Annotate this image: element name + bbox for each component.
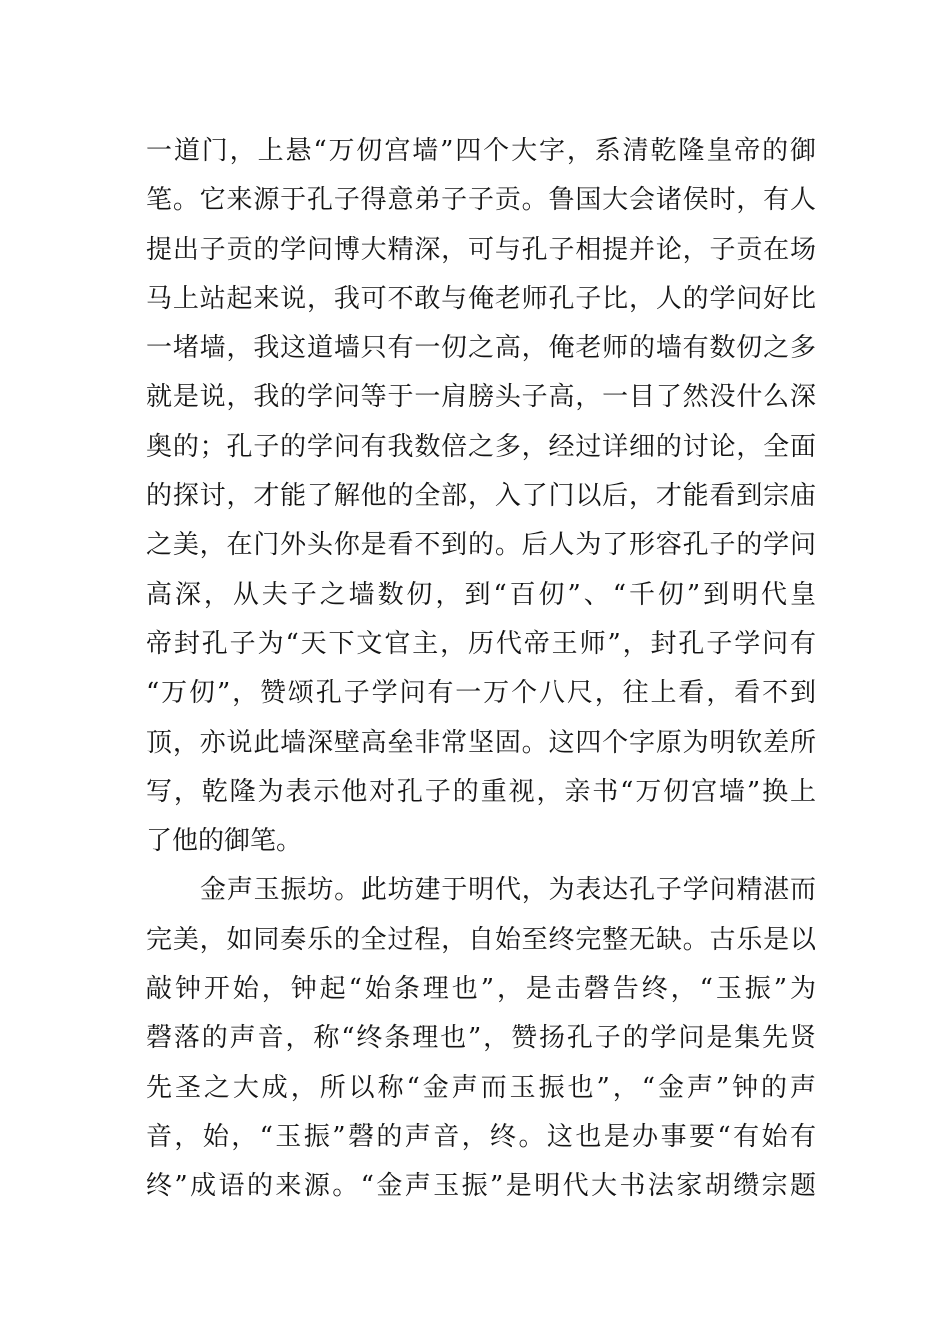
text-line: 顶，亦说此墙深壁高垒非常坚固。这四个字原为明钦差所 xyxy=(146,727,816,758)
text-line: 奥的；孔子的学问有我数倍之多，经过详细的讨论，全面 xyxy=(146,431,816,462)
document-body xyxy=(146,127,816,1212)
text-line: 提出子贡的学问博大精深，可与孔子相提并论，子贡在场 xyxy=(146,234,816,265)
text-line: 之美，在门外头你是看不到的。后人为了形容孔子的学问 xyxy=(146,530,816,561)
text-line: 先圣之大成，所以称“金声而玉振也”，“金声”钟的声 xyxy=(146,1072,816,1103)
paragraph-1 xyxy=(146,127,816,866)
text-line: 笔。它来源于孔子得意弟子子贡。鲁国大会诸侯时，有人 xyxy=(146,185,816,216)
text-line: 敲钟开始，钟起“始条理也”，是击磬告终，“玉振”为 xyxy=(146,974,816,1005)
text-line: 一堵墙，我这道墙只有一仞之高，俺老师的墙有数仞之多 xyxy=(146,333,816,364)
text-line: 金声玉振坊。此坊建于明代，为表达孔子学问精湛而 xyxy=(200,875,816,906)
text-line: 一道门，上悬“万仞宫墙”四个大字，系清乾隆皇帝的御 xyxy=(146,136,816,166)
text-line: “万仞”，赞颂孔子学问有一万个八尺，往上看，看不到 xyxy=(146,678,816,709)
text-line: 就是说，我的学问等于一肩膀头子高，一目了然没什么深 xyxy=(146,382,816,413)
text-line: 终”成语的来源。“金声玉振”是明代大书法家胡缵宗题 xyxy=(146,1171,816,1202)
text-line: 马上站起来说，我可不敢与俺老师孔子比，人的学问好比 xyxy=(146,283,816,314)
text-line: 磬落的声音，称“终条理也”，赞扬孔子的学问是集先贤 xyxy=(146,1023,816,1054)
text-line: 写，乾隆为表示他对孔子的重视，亲书“万仞宫墙”换上 xyxy=(146,776,816,807)
text-line: 帝封孔子为“天下文官主，历代帝王师”，封孔子学问有 xyxy=(146,628,816,659)
text-line: 音，始，“玉振”磬的声音，终。这也是办事要“有始有 xyxy=(146,1121,816,1152)
text-line: 高深，从夫子之墙数仞，到“百仞”、“千仞”到明代皇 xyxy=(146,579,816,610)
paragraph-2 xyxy=(146,866,816,1211)
text-line: 的探讨，才能了解他的全部，入了门以后，才能看到宗庙 xyxy=(146,481,816,512)
text-line: 完美，如同奏乐的全过程，自始至终完整无缺。古乐是以 xyxy=(146,924,816,955)
text-line: 了他的御笔。 xyxy=(146,826,303,857)
